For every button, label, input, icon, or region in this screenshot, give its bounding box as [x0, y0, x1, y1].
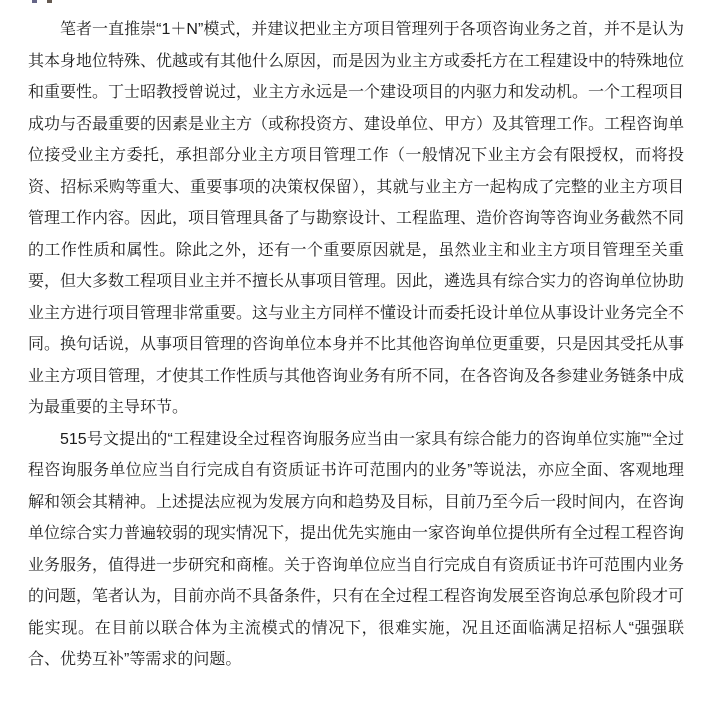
clipped-glyph-fragment: [32, 0, 37, 3]
document-body: [28, 14, 684, 701]
paragraph-1: 笔者一直推崇“1＋N”模式，并建议把业主方项目管理列于各项咨询业务之首，并不是认为其本身地位特殊、优越或有其他什么原因，而是因为业主方或委托方在工程建设中的特殊地位和重要性。丁士昭教授曾说过，业主方永远是一个建设项目的内驱力和发动机。一个工程项目成功与否最重要的因素是业主方（或称投资方、建设单位、甲方）及其管理工作。工程咨询单位接受业主方委托，承担部分业主方项目管理工作（一般情况下业主方会有限授权，而将投资、招标采购等重大、重要事项的决策权保留），其就与业主方一起构成了完整的业主方项目管理工作内容。因此，项目管理具备了与勘察设计、工程监理、造价咨询等咨询业务截然不同的工作性质和属性。除此之外，还有一个重要原因就是，虽然业主和业主方项目管理至关重要，但大多数工程项目业主并不擅长从事项目管理。因此，遴选具有综合实力的咨询单位协助业主方进行项目管理非常重要。这与业主方同样不懂设计而委托设计单位从事设计业务完全不同。换句话说，从事项目管理的咨询单位本身并不比其他咨询单位更重要，只是因其受托从事业主方项目管理，才使其工作性质与其他咨询业务有所不同，在各咨询及各参建业务链条中成为最重要的主导环节。: [28, 21, 685, 416]
clipped-previous-line: [0, 0, 712, 4]
paragraph-2: 515号文提出的“工程建设全过程咨询服务应当由一家具有综合能力的咨询单位实施”“全过程咨询服务单位应当自行完成自有资质证书许可范围内的业务”等说法，亦应全面、客观地理解和领会其精神。上述提法应视为发展方向和趋势及目标，目前乃至今后一段时间内，在咨询单位综合实力普遍较弱的现实情况下，提出优先实施由一家咨询单位提供所有全过程工程咨询业务服务，值得进一步研究和商榷。关于咨询单位应当自行完成自有资质证书许可范围内业务的问题，笔者认为，目前亦尚不具备条件，只有在全过程工程咨询发展至咨询总承包阶段才可能实现。在目前以联合体为主流模式的情况下，很难实施，况且还面临满足招标人“强强联合、优势互补”等需求的问题。: [28, 430, 685, 668]
clipped-glyph-fragment: [47, 0, 52, 3]
